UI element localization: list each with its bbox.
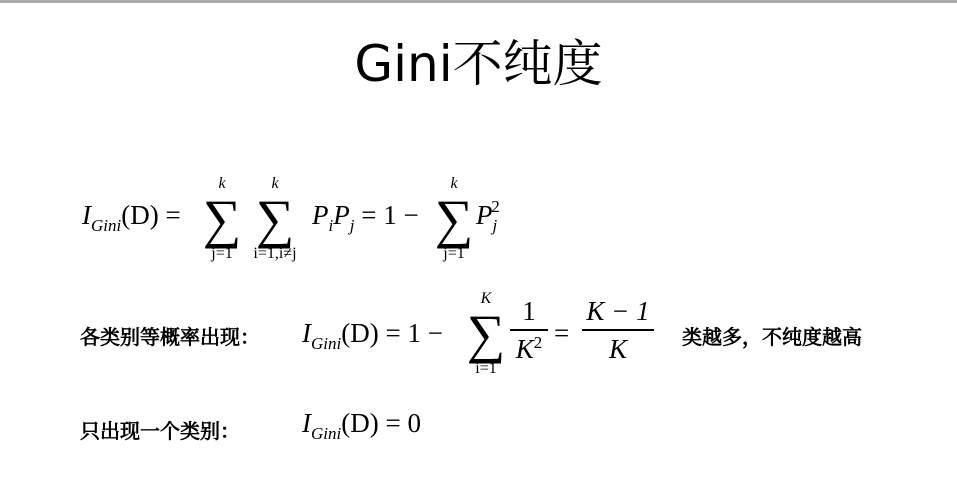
tail-sub: j [492,216,498,235]
formula1-product [312,200,419,235]
formula2-label: 各类别等概率出现： [80,325,260,349]
formula3-label: 只出现一个类别： [80,419,240,443]
formula1-sum2 [242,175,308,263]
formula1-I: I [82,200,91,230]
sum2-lower: i=1,i≠j [253,245,297,262]
formula2-equals: = [554,318,570,348]
sigma-symbol: ∑ [255,189,295,249]
formula2-I: I [302,318,311,348]
formula2-lhs [302,318,443,353]
formula3-I: I [302,408,311,438]
formula1-sub: Gini [91,216,122,235]
frac1-numerator: 1 [522,296,536,326]
P1: P [312,200,329,230]
sum-upper: K [480,290,492,307]
formula2-frac1 [510,295,548,369]
sum-lower: i=1 [475,360,497,377]
formula2-arg: (D) = 1 − [341,318,443,348]
formula3-expr [302,408,421,443]
top-border [0,0,957,3]
formula1-arg: (D) = [121,200,181,230]
slide-title: Gini不纯度 [354,35,603,93]
formula1-eq: = 1 − [361,200,419,230]
sigma-symbol: ∑ [202,189,242,249]
frac2-bar [582,329,654,331]
formula2-sub: Gini [311,334,342,353]
formula1-tail [476,197,500,235]
sigma-symbol: ∑ [466,304,506,364]
P2: P [333,200,350,230]
tail-P: P [476,200,493,230]
formula1-sum1 [200,175,244,263]
sum3-upper: k [450,175,458,192]
formula1-lhs [82,200,181,235]
frac1-denominator: $K^2$ [515,333,543,364]
formula1-sum3 [432,175,476,263]
sigma-symbol: ∑ [434,189,474,249]
P1-sub: i [328,216,334,235]
sum3-lower: j=1 [443,245,465,262]
formula2-sum [464,290,508,378]
frac1-bar [510,329,548,331]
P2-sub: j [349,216,355,235]
formula3-rhs: (D) = 0 [341,408,421,438]
frac2-numerator: K − 1 [586,296,650,326]
formula2-note: 类越多，不纯度越高 [682,325,862,349]
formula2-frac2 [582,295,654,365]
sum2-upper: k [271,175,279,192]
tail-sup: 2 [491,197,500,216]
frac2-denominator: K [608,334,627,364]
sum1-upper: k [218,175,226,192]
formula3-sub: Gini [311,424,342,443]
sum1-lower: j=1 [211,245,233,262]
